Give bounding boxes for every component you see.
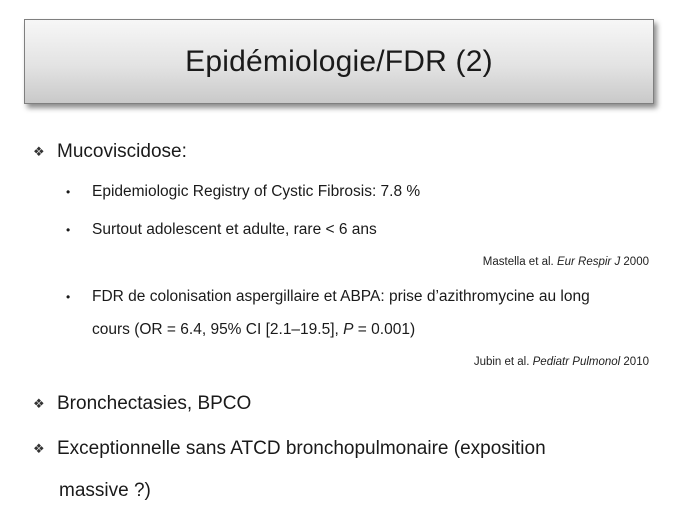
bullet-exceptionnelle-cont: massive ?) <box>59 480 151 501</box>
bullet-bronchectasies: ❖ Bronchectasies, BPCO <box>33 393 252 414</box>
diamond-bullet-icon: ❖ <box>33 440 45 456</box>
dot-bullet-icon: • <box>66 222 71 237</box>
reference-jubin: Jubin et al. Pediatr Pulmonol 2010 <box>473 356 649 368</box>
sub-bullet-registry: • Epidemiologic Registry of Cystic Fibrosis: 7.8 % <box>66 183 421 200</box>
diamond-bullet-icon: ❖ <box>33 395 45 411</box>
title-box <box>24 19 654 104</box>
diamond-bullet-icon: ❖ <box>33 143 45 159</box>
bullet-mucoviscidose: ❖ Mucoviscidose: <box>33 141 187 162</box>
dot-bullet-icon: • <box>66 289 71 304</box>
sub-bullet-fdr-colonisation-cont: cours (OR = 6.4, 95% CI [2.1–19.5], P = 0.001) <box>92 321 416 338</box>
bullet-exceptionnelle: ❖ Exceptionnelle sans ATCD bronchopulmonaire (exposition <box>33 438 546 459</box>
sub-bullet-fdr-colonisation: • FDR de colonisation aspergillaire et ABPA: prise d’azithromycine au long <box>66 288 590 305</box>
dot-bullet-icon: • <box>66 184 71 199</box>
slide-title: Epidémiologie/FDR (2) <box>185 44 493 78</box>
sub-bullet-age: • Surtout adolescent et adulte, rare < 6 ans <box>66 221 377 238</box>
reference-mastella: Mastella et al. Eur Respir J 2000 <box>482 256 649 268</box>
